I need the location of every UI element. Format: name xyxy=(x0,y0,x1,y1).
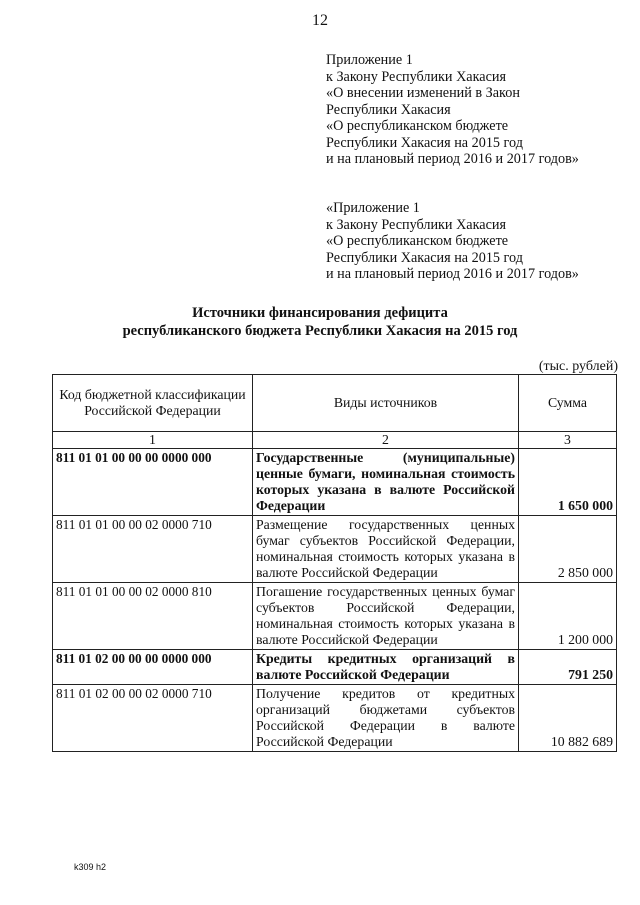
row-description: Погашение государственных ценных бумаг субъектов Российской Федерации, номинальная стоимость которых указана в валюте Российской Федерации xyxy=(253,583,519,650)
financing-sources-table xyxy=(52,374,617,752)
title-line-1: Источники финансирования дефицита xyxy=(192,305,448,321)
row-amount: 791 250 xyxy=(519,650,617,685)
appendix-line: «О республиканском бюджете xyxy=(326,118,509,134)
appendix-line: к Закону Республики Хакасия xyxy=(326,216,506,233)
appendix-line: Республики Хакасия на 2015 год xyxy=(326,134,523,151)
row-code: 811 01 01 00 00 00 0000 000 xyxy=(53,449,253,516)
header-amount: Сумма xyxy=(519,375,617,432)
table-header-row xyxy=(53,375,617,432)
row-code: 811 01 01 00 00 02 0000 710 xyxy=(53,516,253,583)
header-sources: Виды источников xyxy=(253,375,519,432)
appendix-line: Приложение 1 xyxy=(326,52,413,68)
appendix-line: и на плановый период 2016 и 2017 годов» xyxy=(326,266,579,282)
appendix-2-header xyxy=(326,200,626,283)
page-number: 12 xyxy=(312,12,328,29)
row-code: 811 01 02 00 00 02 0000 710 xyxy=(53,685,253,752)
row-code: 811 01 02 00 00 00 0000 000 xyxy=(53,650,253,685)
row-description: Государственные (муниципальные) ценные бумаги, номинальная стоимость которых указана в валюте Российской Федерации xyxy=(253,449,519,516)
header-code: Код бюджетной классификации Российской Федерации xyxy=(53,375,253,432)
table-row xyxy=(53,583,617,650)
row-amount: 1 200 000 xyxy=(519,583,617,650)
table-row xyxy=(53,516,617,583)
row-amount: 2 850 000 xyxy=(519,516,617,583)
appendix-line: «Приложение 1 xyxy=(326,200,420,216)
table-row xyxy=(53,685,617,752)
title-line-2: республиканского бюджета Республики Хакасия на 2015 год xyxy=(122,323,518,339)
footer-code: k309 h2 xyxy=(74,862,107,872)
appendix-1-header xyxy=(326,52,626,168)
row-code: 811 01 01 00 00 02 0000 810 xyxy=(53,583,253,650)
column-number: 1 xyxy=(53,432,253,449)
appendix-line: «О внесении изменений в Закон xyxy=(326,85,520,101)
appendix-line: и на плановый период 2016 и 2017 годов» xyxy=(326,151,579,167)
appendix-line: Республики Хакасия на 2015 год xyxy=(326,249,523,266)
units-label: (тыс. рублей) xyxy=(538,359,618,374)
row-description: Кредиты кредитных организаций в валюте Российской Федерации xyxy=(253,650,519,685)
row-description: Размещение государственных ценных бумаг субъектов Российской Федерации, номинальная стоимость которых указана в валюте Российской Федерации xyxy=(253,516,519,583)
document-title xyxy=(0,304,640,340)
appendix-line: к Закону Республики Хакасия xyxy=(326,68,506,85)
appendix-line: «О республиканском бюджете xyxy=(326,233,509,249)
table-row xyxy=(53,650,617,685)
appendix-line: Республики Хакасия xyxy=(326,101,451,118)
column-number-row xyxy=(53,432,617,449)
row-amount: 1 650 000 xyxy=(519,449,617,516)
table-row xyxy=(53,449,617,516)
column-number: 3 xyxy=(519,432,617,449)
column-number: 2 xyxy=(253,432,519,449)
row-amount: 10 882 689 xyxy=(519,685,617,752)
row-description: Получение кредитов от кредитных организаций бюджетами субъектов Российской Федерации в валюте Российской Федерации xyxy=(253,685,519,752)
